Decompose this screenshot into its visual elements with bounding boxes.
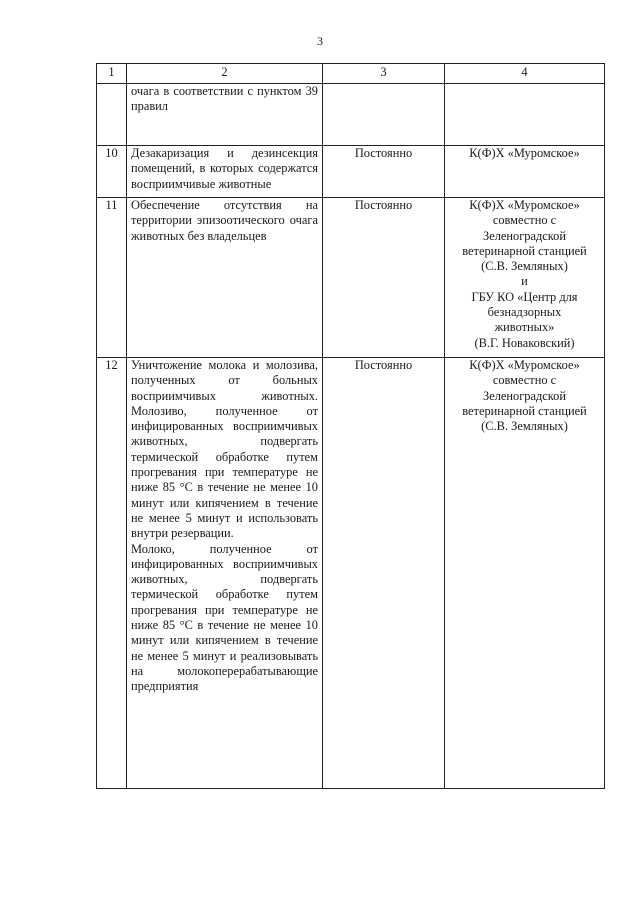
task-paragraph: Молоко, полученное от инфицированных восприимчивых животных, подвергать термической обработке путем прогревания при температуре не ниже 85 °С в течение не менее 10 минут или кипячением в течение не менее 5 минут и реализовывать на молокоперерабатывающие предприятия bbox=[131, 541, 318, 694]
task-cell: Обеспечение отсутствия на территории эпизоотического очага животных без владельцев bbox=[127, 198, 323, 358]
row-number-cell: 10 bbox=[97, 146, 127, 198]
responsible-line: и bbox=[521, 274, 528, 289]
responsible-line: (С.В. Земляных) bbox=[481, 419, 568, 434]
row-number-cell bbox=[97, 84, 127, 146]
responsible-line: К(Ф)Х «Муромское» bbox=[469, 198, 580, 212]
responsible-line: Зеленоградской bbox=[482, 388, 566, 403]
responsible-line: ветеринарной станцией bbox=[462, 403, 587, 418]
term-cell: Постоянно bbox=[323, 198, 445, 358]
responsible-line: ветеринарной станцией bbox=[462, 243, 587, 258]
responsible-line: К(Ф)Х «Муромское» bbox=[469, 146, 580, 160]
responsible-line: совместно с bbox=[492, 373, 557, 388]
responsible-line: К(Ф)Х «Муромское» bbox=[469, 358, 580, 372]
page-number: 3 bbox=[317, 34, 323, 48]
responsible-line: животных» bbox=[494, 320, 555, 335]
responsible-cell bbox=[445, 198, 605, 358]
table-row-11 bbox=[97, 198, 605, 358]
task-cell: Дезакаризация и дезинсекция помещений, в которых содержатся восприимчивые животные bbox=[127, 146, 323, 198]
measures-table bbox=[96, 63, 605, 789]
responsible-line: (В.Г. Новаковский) bbox=[474, 335, 575, 350]
responsible-line: Зеленоградской bbox=[482, 228, 566, 243]
table-header-row bbox=[97, 64, 605, 84]
header-col-1: 1 bbox=[97, 64, 127, 84]
header-col-4: 4 bbox=[445, 64, 605, 84]
table-row-10 bbox=[97, 146, 605, 198]
header-col-3: 3 bbox=[323, 64, 445, 84]
responsible-line: совместно с bbox=[492, 213, 557, 228]
responsible-line: ГБУ КО «Центр для bbox=[471, 289, 578, 304]
responsible-line: (С.В. Земляных) bbox=[481, 259, 568, 274]
task-cell bbox=[127, 358, 323, 789]
table-row-12 bbox=[97, 358, 605, 789]
term-cell: Постоянно bbox=[323, 358, 445, 789]
table-row-continuation bbox=[97, 84, 605, 146]
responsible-cell bbox=[445, 84, 605, 146]
header-col-2: 2 bbox=[127, 64, 323, 84]
row-number-cell: 12 bbox=[97, 358, 127, 789]
responsible-cell bbox=[445, 146, 605, 198]
term-cell: Постоянно bbox=[323, 146, 445, 198]
responsible-cell bbox=[445, 358, 605, 789]
term-cell bbox=[323, 84, 445, 146]
responsible-line: безнадзорных bbox=[487, 305, 562, 320]
task-paragraph: Уничтожение молока и молозива, полученных от больных восприимчивых животных. Молозиво, полученное от инфицированных восприимчивых животных, подвергать термической обработке путем прогревания при температуре не ниже 85 °С в течение не менее 10 минут или кипячением в течение не менее 5 минут и использовать внутри резервации. bbox=[131, 358, 318, 541]
task-cell: очага в соответствии с пунктом 39 правил bbox=[127, 84, 323, 146]
row-number-cell: 11 bbox=[97, 198, 127, 358]
